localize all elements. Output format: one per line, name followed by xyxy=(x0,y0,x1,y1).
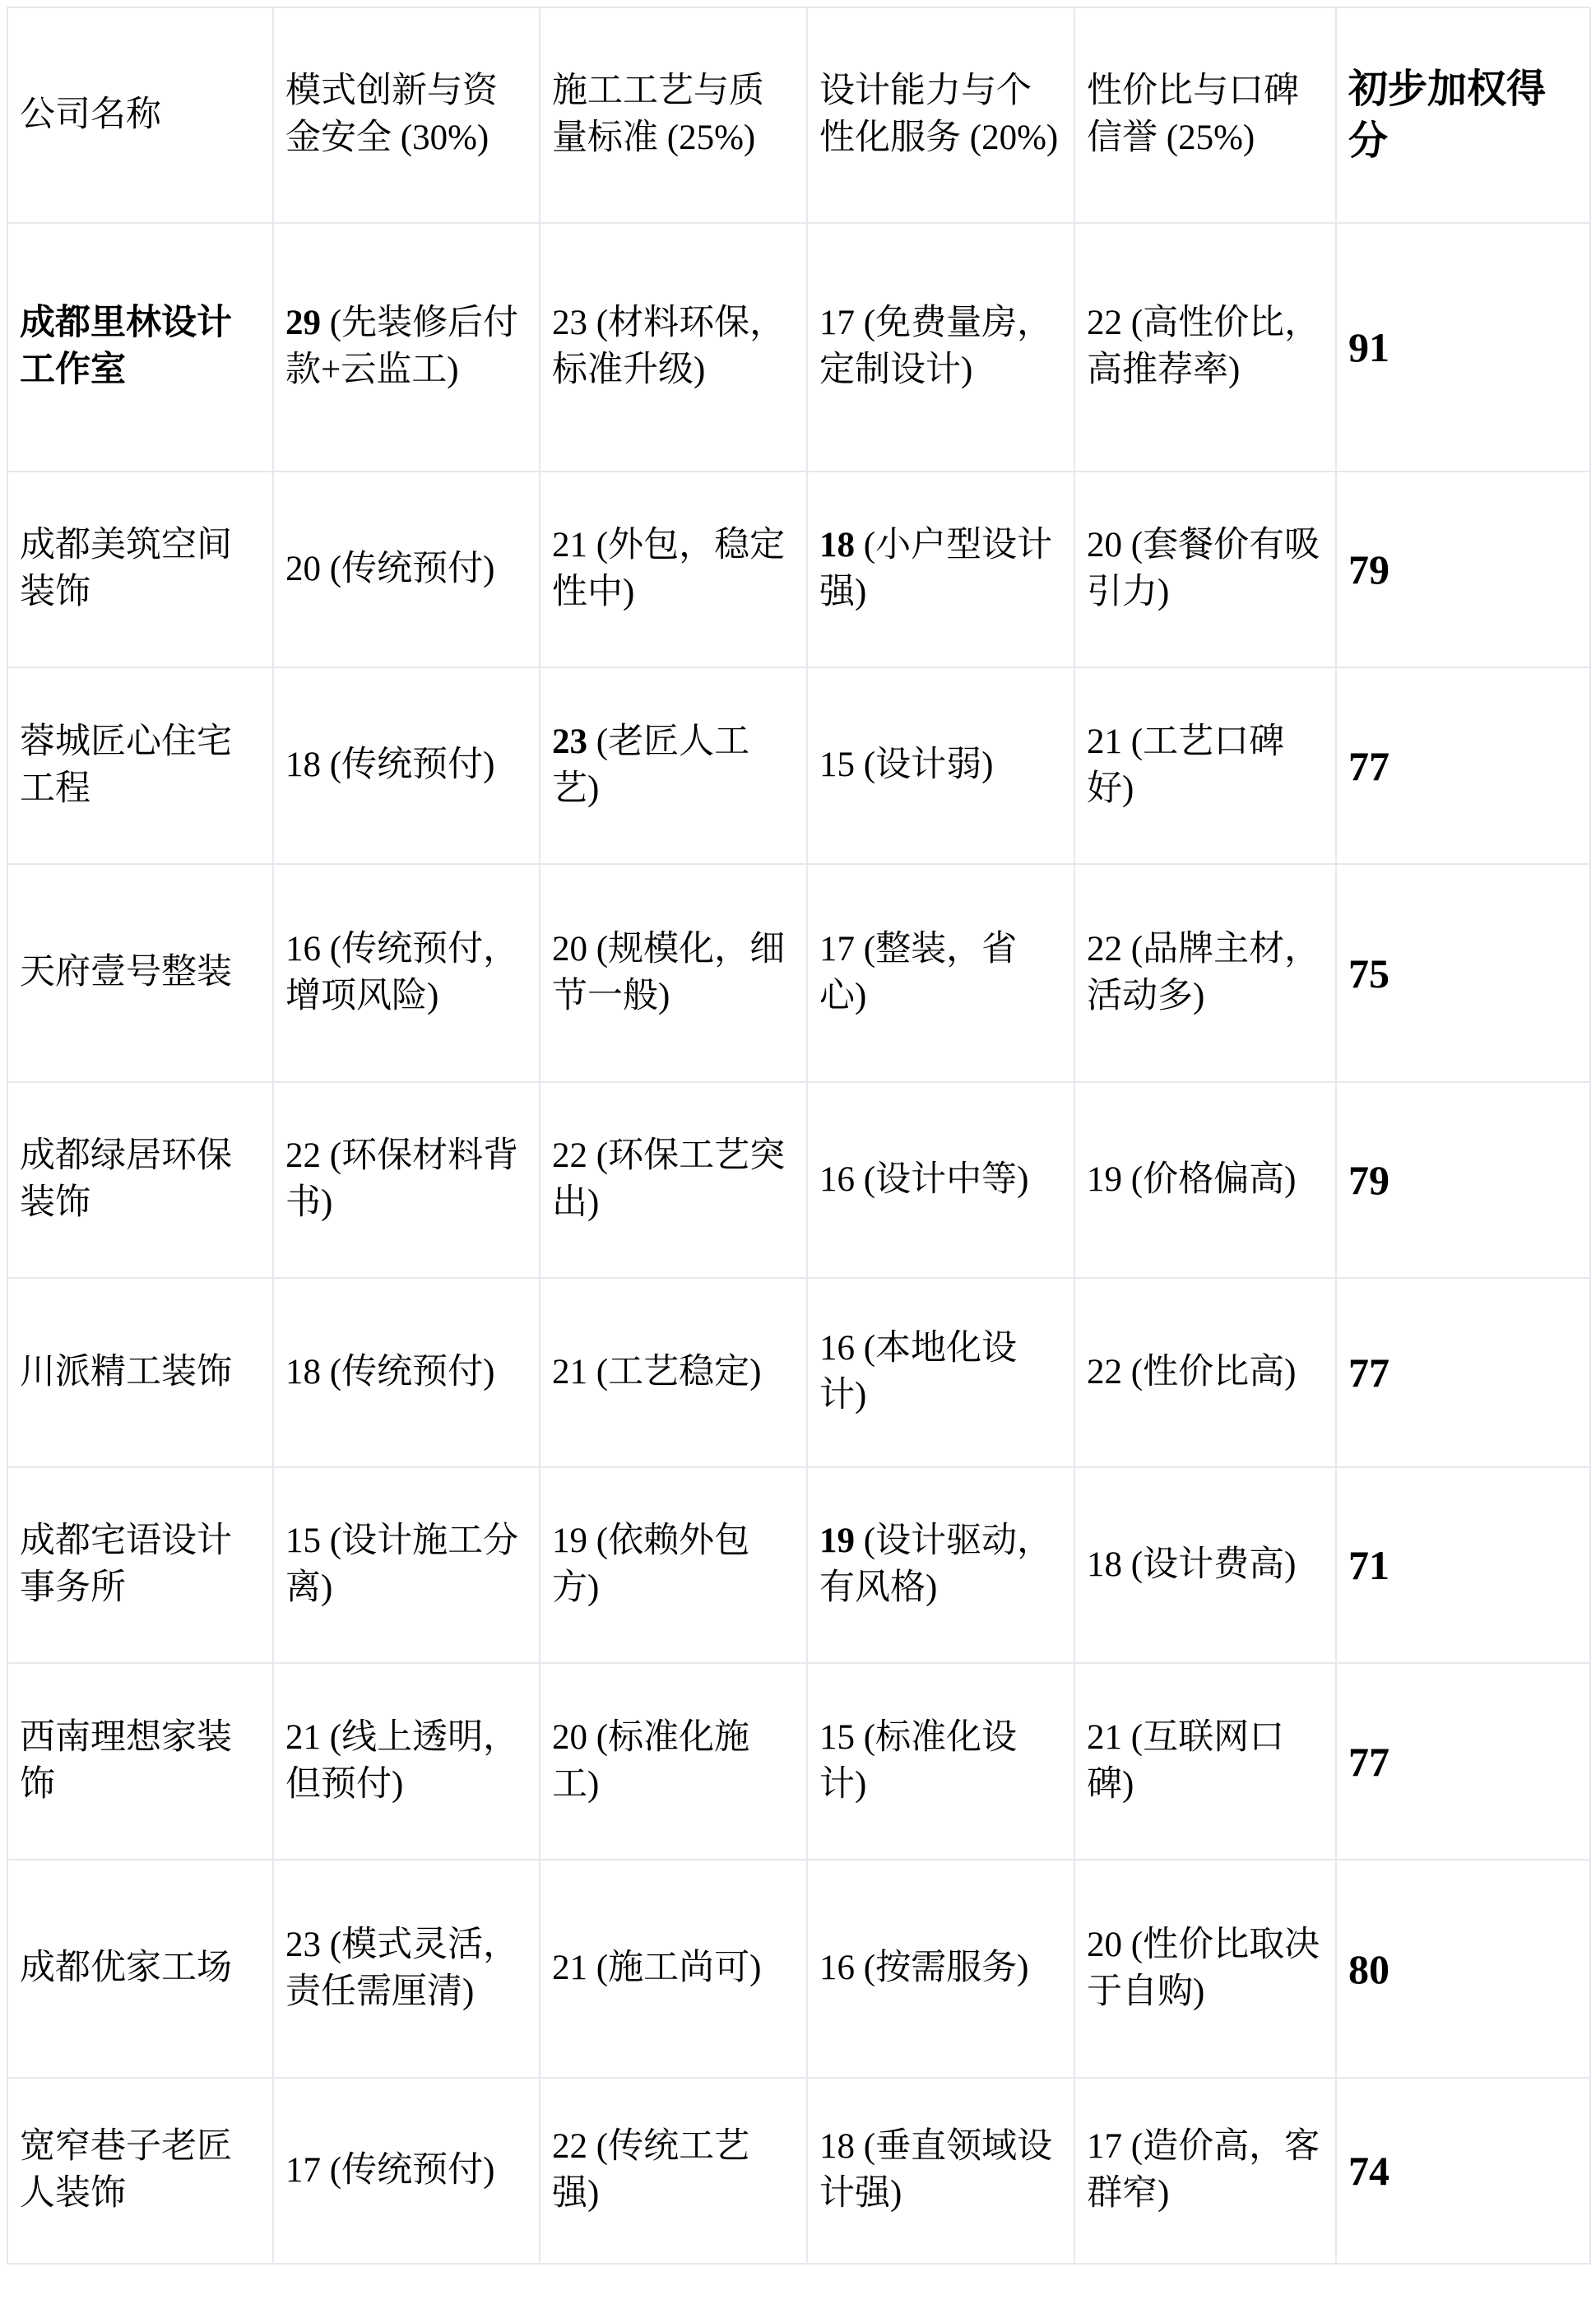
score-value: 20 xyxy=(552,929,587,969)
design-service-score: 18 (小户型设计强) xyxy=(807,472,1074,667)
weighted-score: 77 xyxy=(1336,667,1590,864)
score-value: 17 xyxy=(819,304,855,343)
column-header-weighted-score: 初步加权得分 xyxy=(1336,7,1590,223)
value-reputation-score: 22 (高性价比，高推荐率) xyxy=(1074,223,1336,472)
score-value: 20 xyxy=(285,549,321,588)
company-name: 成都绿居环保装饰 xyxy=(7,1082,273,1278)
construction-quality-score: 23 (材料环保，标准升级) xyxy=(540,223,807,472)
header-row xyxy=(7,7,1590,223)
company-name: 成都优家工场 xyxy=(7,1860,273,2078)
table-row xyxy=(7,223,1590,472)
design-service-score: 19 (设计驱动，有风格) xyxy=(807,1467,1074,1663)
weighted-score: 80 xyxy=(1336,1860,1590,2078)
score-value: 21 xyxy=(552,1949,587,1988)
model-innovation-score: 20 (传统预付) xyxy=(273,472,540,667)
table-body xyxy=(7,223,1590,2264)
construction-quality-score: 20 (规模化，细节一般) xyxy=(540,864,807,1082)
model-innovation-score: 17 (传统预付) xyxy=(273,2078,540,2264)
column-header-company-name: 公司名称 xyxy=(7,7,273,223)
construction-quality-score: 21 (工艺稳定) xyxy=(540,1278,807,1467)
score-value: 16 xyxy=(819,1949,855,1988)
model-innovation-score: 22 (环保材料背书) xyxy=(273,1082,540,1278)
design-service-score: 16 (设计中等) xyxy=(807,1082,1074,1278)
column-header-construction-quality: 施工工艺与质量标准 (25%) xyxy=(540,7,807,223)
design-service-score: 17 (整装，省心) xyxy=(807,864,1074,1082)
model-innovation-score: 15 (设计施工分离) xyxy=(273,1467,540,1663)
model-innovation-score: 29 (先装修后付款+云监工) xyxy=(273,223,540,472)
score-value: 17 xyxy=(819,929,855,969)
company-name: 西南理想家装饰 xyxy=(7,1663,273,1860)
table-row xyxy=(7,472,1590,667)
score-value: 22 xyxy=(552,1136,587,1176)
value-reputation-score: 20 (套餐价有吸引力) xyxy=(1074,472,1336,667)
score-value: 23 xyxy=(552,304,587,343)
company-comparison-table xyxy=(7,7,1591,2265)
score-value: 20 xyxy=(1087,1925,1122,1964)
score-value: 21 xyxy=(552,526,587,565)
value-reputation-score: 20 (性价比取决于自购) xyxy=(1074,1860,1336,2078)
score-value: 18 xyxy=(819,526,855,565)
score-value: 23 xyxy=(552,722,587,761)
table-row xyxy=(7,1467,1590,1663)
company-name: 成都宅语设计事务所 xyxy=(7,1467,273,1663)
score-value: 19 xyxy=(552,1522,587,1561)
weighted-score: 79 xyxy=(1336,472,1590,667)
score-value: 17 xyxy=(285,2150,321,2190)
score-value: 17 xyxy=(1087,2127,1122,2167)
construction-quality-score: 23 (老匠人工艺) xyxy=(540,667,807,864)
table-row xyxy=(7,864,1590,1082)
score-value: 22 xyxy=(1087,929,1122,969)
construction-quality-score: 21 (施工尚可) xyxy=(540,1860,807,2078)
construction-quality-score: 19 (依赖外包方) xyxy=(540,1467,807,1663)
table-row xyxy=(7,1860,1590,2078)
value-reputation-score: 19 (价格偏高) xyxy=(1074,1082,1336,1278)
score-value: 16 xyxy=(819,1329,855,1368)
score-value: 16 xyxy=(285,929,321,969)
score-value: 22 xyxy=(285,1136,321,1176)
model-innovation-score: 21 (线上透明，但预付) xyxy=(273,1663,540,1860)
score-value: 19 xyxy=(819,1522,855,1561)
score-value: 22 xyxy=(1087,304,1122,343)
score-value: 22 xyxy=(1087,1352,1122,1391)
company-name: 川派精工装饰 xyxy=(7,1278,273,1467)
construction-quality-score: 21 (外包，稳定性中) xyxy=(540,472,807,667)
design-service-score: 15 (标准化设计) xyxy=(807,1663,1074,1860)
weighted-score: 74 xyxy=(1336,2078,1590,2264)
weighted-score: 75 xyxy=(1336,864,1590,1082)
design-service-score: 16 (本地化设计) xyxy=(807,1278,1074,1467)
value-reputation-score: 21 (工艺口碑好) xyxy=(1074,667,1336,864)
score-value: 16 xyxy=(819,1159,855,1199)
weighted-score: 77 xyxy=(1336,1278,1590,1467)
value-reputation-score: 17 (造价高，客群窄) xyxy=(1074,2078,1336,2264)
model-innovation-score: 18 (传统预付) xyxy=(273,667,540,864)
score-value: 20 xyxy=(552,1717,587,1757)
company-name: 蓉城匠心住宅工程 xyxy=(7,667,273,864)
column-header-model-innovation: 模式创新与资金安全 (30%) xyxy=(273,7,540,223)
model-innovation-score: 23 (模式灵活，责任需厘清) xyxy=(273,1860,540,2078)
weighted-score: 91 xyxy=(1336,223,1590,472)
score-value: 18 xyxy=(1087,1545,1122,1584)
construction-quality-score: 20 (标准化施工) xyxy=(540,1663,807,1860)
score-value: 15 xyxy=(285,1522,321,1561)
table-row xyxy=(7,1082,1590,1278)
company-name: 成都里林设计工作室 xyxy=(7,223,273,472)
score-value: 20 xyxy=(1087,526,1122,565)
score-value: 29 xyxy=(285,304,321,343)
weighted-score: 79 xyxy=(1336,1082,1590,1278)
score-value: 21 xyxy=(1087,1717,1122,1757)
score-value: 18 xyxy=(285,746,321,785)
model-innovation-score: 18 (传统预付) xyxy=(273,1278,540,1467)
score-value: 21 xyxy=(1087,722,1122,761)
table-header xyxy=(7,7,1590,223)
column-header-value-reputation: 性价比与口碑信誉 (25%) xyxy=(1074,7,1336,223)
weighted-score: 77 xyxy=(1336,1663,1590,1860)
company-name: 成都美筑空间装饰 xyxy=(7,472,273,667)
score-value: 22 xyxy=(552,2127,587,2167)
design-service-score: 17 (免费量房，定制设计) xyxy=(807,223,1074,472)
weighted-score: 71 xyxy=(1336,1467,1590,1663)
design-service-score: 15 (设计弱) xyxy=(807,667,1074,864)
model-innovation-score: 16 (传统预付，增项风险) xyxy=(273,864,540,1082)
score-value: 19 xyxy=(1087,1159,1122,1199)
table-row xyxy=(7,667,1590,864)
score-value: 21 xyxy=(552,1352,587,1391)
table-row xyxy=(7,2078,1590,2264)
construction-quality-score: 22 (环保工艺突出) xyxy=(540,1082,807,1278)
score-value: 23 xyxy=(285,1925,321,1964)
score-value: 18 xyxy=(285,1352,321,1391)
score-value: 15 xyxy=(819,746,855,785)
score-value: 15 xyxy=(819,1717,855,1757)
value-reputation-score: 22 (性价比高) xyxy=(1074,1278,1336,1467)
design-service-score: 16 (按需服务) xyxy=(807,1860,1074,2078)
value-reputation-score: 22 (品牌主材，活动多) xyxy=(1074,864,1336,1082)
score-value: 21 xyxy=(285,1717,321,1757)
value-reputation-score: 21 (互联网口碑) xyxy=(1074,1663,1336,1860)
design-service-score: 18 (垂直领域设计强) xyxy=(807,2078,1074,2264)
company-name: 宽窄巷子老匠人装饰 xyxy=(7,2078,273,2264)
construction-quality-score: 22 (传统工艺强) xyxy=(540,2078,807,2264)
column-header-design-service: 设计能力与个性化服务 (20%) xyxy=(807,7,1074,223)
table-row xyxy=(7,1663,1590,1860)
value-reputation-score: 18 (设计费高) xyxy=(1074,1467,1336,1663)
company-name: 天府壹号整装 xyxy=(7,864,273,1082)
table-row xyxy=(7,1278,1590,1467)
score-value: 18 xyxy=(819,2127,855,2167)
